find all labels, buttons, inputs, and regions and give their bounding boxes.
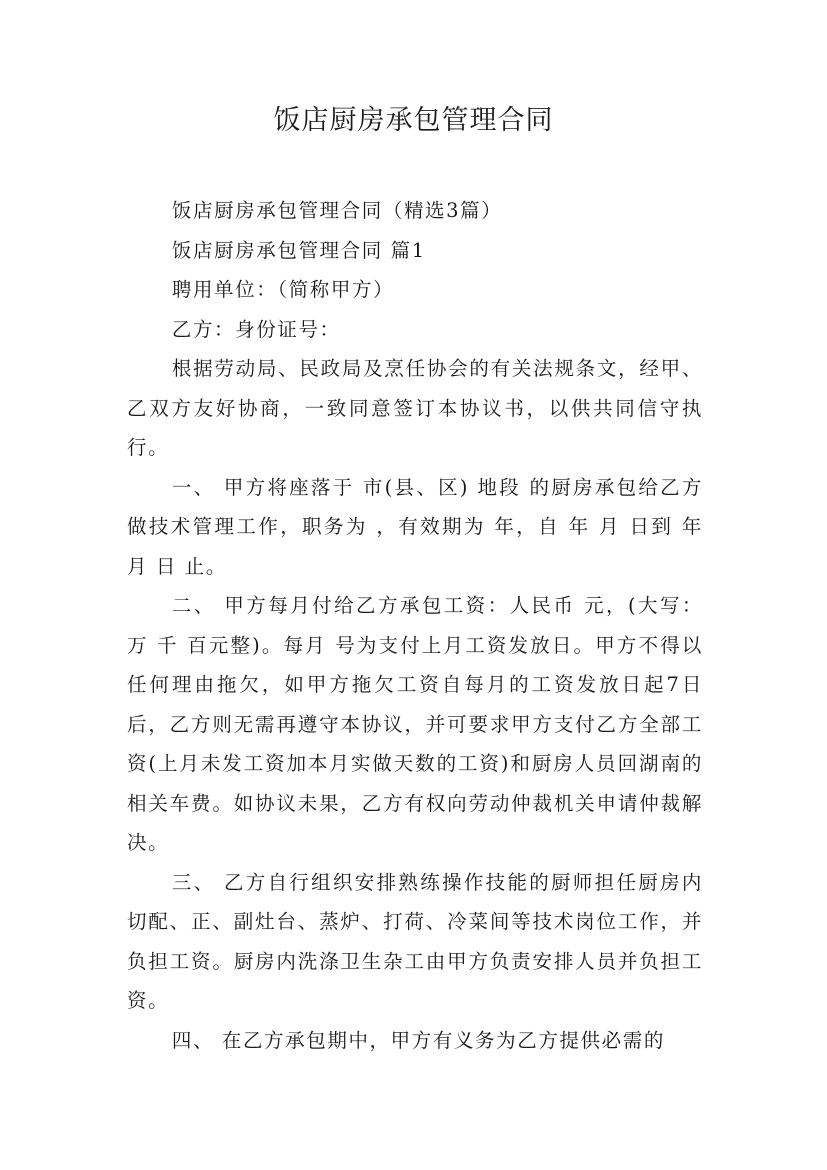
paragraph-subtitle: 饭店厨房承包管理合同（精选3篇） [171, 199, 503, 222]
paragraph-employer: 聘用单位：（简称甲方） [171, 278, 395, 301]
clause-4: 四、 在乙方承包期中，甲方有义务为乙方提供必需的 [171, 1028, 665, 1052]
paragraph-preamble: 根据劳动局、民政局及烹任协会的有关法规条文，经甲、乙双方友好协商，一致同意签订本协议书，以供共同信守执行。 [127, 357, 703, 459]
clause-2: 二、 甲方每月付给乙方承包工资：人民币 元，(大写：万 千 百元整)。每月 号为支付上月工资发放日。甲方不得以任何理由拖欠，如甲方拖欠工资自每月的工资发放日起7日后，乙方则无需再遵守本协议，并可要求甲方支付乙方全部工资(上月未发工资加本月实做天数的工资)和厨房人员回湖南的相关车费。如协议未果，乙方有权向劳动仲裁机关申请仲裁解决。 [127, 594, 703, 854]
clause-1: 一、 甲方将座落于 市(县、区) 地段 的厨房承包给乙方做技术管理工作，职务为 ，有效期为 年，自 年 月 日到 年 月 日 止。 [127, 475, 703, 578]
paragraph-section-heading: 饭店厨房承包管理合同 篇1 [171, 238, 426, 262]
paragraph-party-b: 乙方：身份证号： [171, 317, 341, 341]
clause-3: 三、 乙方自行组织安排熟练操作技能的厨师担任厨房内切配、正、副灶台、蒸炉、打荷、冷菜间等技术岗位工作，并负担工资。厨房内洗涤卫生杂工由甲方负责安排人员并负担工资。 [127, 870, 703, 1012]
document-title: 饭店厨房承包管理合同 [273, 105, 554, 136]
document-body [127, 191, 703, 1060]
